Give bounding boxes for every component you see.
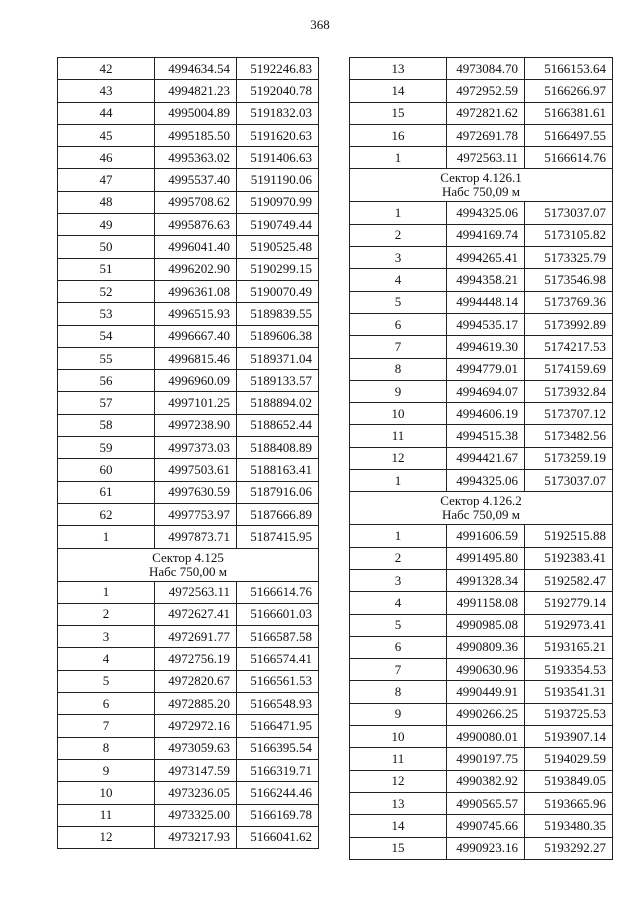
point-number-cell: 2 [350,547,447,569]
table-row [58,648,319,670]
x-coordinate-cell: 4997630.59 [155,481,237,503]
point-number-cell: 2 [58,603,155,625]
y-coordinate-cell: 5166601.03 [237,603,319,625]
y-coordinate-cell: 5190070.49 [237,280,319,302]
sector-title: Сектор 4.126.1 [440,170,522,186]
sector-header [350,492,613,525]
x-coordinate-cell: 4997373.03 [155,437,237,459]
point-number-cell: 56 [58,370,155,392]
y-coordinate-cell: 5166614.76 [525,147,613,169]
x-coordinate-cell: 4972885.20 [155,693,237,715]
x-coordinate-cell: 4995185.50 [155,124,237,146]
y-coordinate-cell: 5193665.96 [525,792,613,814]
table-row [350,770,613,792]
table-row [350,614,613,636]
table-row [58,481,319,503]
table-row [58,737,319,759]
x-coordinate-cell: 4997503.61 [155,459,237,481]
table-row [350,358,613,380]
table-row [58,258,319,280]
table-row [58,280,319,302]
x-coordinate-cell: 4991495.80 [447,547,525,569]
table-row [58,347,319,369]
point-number-cell: 10 [350,726,447,748]
y-coordinate-cell: 5166471.95 [237,715,319,737]
y-coordinate-cell: 5173105.82 [525,224,613,246]
table-row [350,291,613,313]
x-coordinate-cell: 4994515.38 [447,425,525,447]
sector-header-row [350,492,613,525]
table-row [58,102,319,124]
table-row [58,214,319,236]
y-coordinate-cell: 5190299.15 [237,258,319,280]
table-row [58,626,319,648]
point-number-cell: 11 [350,425,447,447]
point-number-cell: 11 [350,748,447,770]
table-row [350,837,613,859]
x-coordinate-cell: 4995876.63 [155,214,237,236]
point-number-cell: 12 [350,770,447,792]
table-row [350,147,613,169]
point-number-cell: 1 [350,202,447,224]
table-row [58,303,319,325]
point-number-cell: 9 [350,380,447,402]
table-row [350,726,613,748]
table-row [350,547,613,569]
y-coordinate-cell: 5192582.47 [525,569,613,591]
y-coordinate-cell: 5173259.19 [525,447,613,469]
table-row [350,313,613,335]
x-coordinate-cell: 4996515.93 [155,303,237,325]
x-coordinate-cell: 4996202.90 [155,258,237,280]
point-number-cell: 4 [350,269,447,291]
table-row [58,693,319,715]
y-coordinate-cell: 5191406.63 [237,147,319,169]
table-row [350,102,613,124]
point-number-cell: 16 [350,124,447,146]
point-number-cell: 6 [58,693,155,715]
x-coordinate-cell: 4994265.41 [447,247,525,269]
y-coordinate-cell: 5173707.12 [525,403,613,425]
y-coordinate-cell: 5193480.35 [525,815,613,837]
x-coordinate-cell: 4990449.91 [447,681,525,703]
x-coordinate-cell: 4995363.02 [155,147,237,169]
point-number-cell: 46 [58,147,155,169]
table-row [350,569,613,591]
y-coordinate-cell: 5166381.61 [525,102,613,124]
point-number-cell: 13 [350,58,447,80]
y-coordinate-cell: 5187415.95 [237,526,319,548]
point-number-cell: 50 [58,236,155,258]
sector-elevation: Набс 750,00 м [148,563,228,579]
x-coordinate-cell: 4990197.75 [447,748,525,770]
table-row [58,236,319,258]
y-coordinate-cell: 5166614.76 [237,581,319,603]
x-coordinate-cell: 4990080.01 [447,726,525,748]
sector-header-row [350,169,613,202]
table-row [350,681,613,703]
point-number-cell: 3 [350,247,447,269]
y-coordinate-cell: 5191190.06 [237,169,319,191]
y-coordinate-cell: 5188163.41 [237,459,319,481]
coordinates-table-right [349,57,613,860]
x-coordinate-cell: 4973325.00 [155,804,237,826]
point-number-cell: 6 [350,636,447,658]
point-number-cell: 42 [58,58,155,80]
x-coordinate-cell: 4997753.97 [155,503,237,525]
x-coordinate-cell: 4990266.25 [447,703,525,725]
point-number-cell: 14 [350,80,447,102]
x-coordinate-cell: 4994619.30 [447,336,525,358]
table-row [350,592,613,614]
sector-elevation: Набс 750,09 м [441,184,521,200]
x-coordinate-cell: 4994169.74 [447,224,525,246]
table-row [350,202,613,224]
table-row [350,336,613,358]
point-number-cell: 48 [58,191,155,213]
y-coordinate-cell: 5190970.99 [237,191,319,213]
table-row [350,124,613,146]
table-row [58,826,319,848]
point-number-cell: 4 [58,648,155,670]
x-coordinate-cell: 4994634.54 [155,58,237,80]
x-coordinate-cell: 4990809.36 [447,636,525,658]
point-number-cell: 5 [350,291,447,313]
table-row [350,815,613,837]
table-row [350,269,613,291]
y-coordinate-cell: 5173037.07 [525,470,613,492]
y-coordinate-cell: 5188894.02 [237,392,319,414]
x-coordinate-cell: 4996667.40 [155,325,237,347]
x-coordinate-cell: 4990923.16 [447,837,525,859]
x-coordinate-cell: 4994606.19 [447,403,525,425]
point-number-cell: 12 [58,826,155,848]
table-row [58,670,319,692]
y-coordinate-cell: 5189133.57 [237,370,319,392]
point-number-cell: 15 [350,102,447,124]
point-number-cell: 1 [58,581,155,603]
point-number-cell: 1 [350,470,447,492]
page-number: 368 [310,17,330,32]
table-row [58,603,319,625]
x-coordinate-cell: 4994358.21 [447,269,525,291]
table-row [350,247,613,269]
y-coordinate-cell: 5189371.04 [237,347,319,369]
y-coordinate-cell: 5166266.97 [525,80,613,102]
x-coordinate-cell: 4997873.71 [155,526,237,548]
point-number-cell: 1 [350,525,447,547]
table-row [350,748,613,770]
x-coordinate-cell: 4972691.78 [447,124,525,146]
point-number-cell: 53 [58,303,155,325]
x-coordinate-cell: 4996041.40 [155,236,237,258]
x-coordinate-cell: 4990565.57 [447,792,525,814]
point-number-cell: 51 [58,258,155,280]
table-row [350,792,613,814]
table-row [350,525,613,547]
x-coordinate-cell: 4972563.11 [155,581,237,603]
x-coordinate-cell: 4990630.96 [447,659,525,681]
sector-title: Сектор 4.126.2 [440,493,522,509]
y-coordinate-cell: 5166319.71 [237,759,319,781]
table-row [350,659,613,681]
point-number-cell: 10 [58,782,155,804]
table-row [58,147,319,169]
y-coordinate-cell: 5166153.64 [525,58,613,80]
point-number-cell: 61 [58,481,155,503]
x-coordinate-cell: 4994821.23 [155,80,237,102]
x-coordinate-cell: 4990382.92 [447,770,525,792]
table-row [350,58,613,80]
point-number-cell: 6 [350,313,447,335]
point-number-cell: 14 [350,815,447,837]
sector-header [350,169,613,202]
y-coordinate-cell: 5193541.31 [525,681,613,703]
point-number-cell: 4 [350,592,447,614]
y-coordinate-cell: 5189839.55 [237,303,319,325]
point-number-cell: 3 [58,626,155,648]
y-coordinate-cell: 5187666.89 [237,503,319,525]
x-coordinate-cell: 4972563.11 [447,147,525,169]
table-row [58,459,319,481]
x-coordinate-cell: 4994779.01 [447,358,525,380]
table-row [58,58,319,80]
table-row [58,581,319,603]
table-row [58,191,319,213]
y-coordinate-cell: 5192383.41 [525,547,613,569]
point-number-cell: 59 [58,437,155,459]
table-row [58,503,319,525]
point-number-cell: 47 [58,169,155,191]
y-coordinate-cell: 5173482.56 [525,425,613,447]
x-coordinate-cell: 4994694.07 [447,380,525,402]
point-number-cell: 55 [58,347,155,369]
y-coordinate-cell: 5166169.78 [237,804,319,826]
x-coordinate-cell: 4994421.67 [447,447,525,469]
point-number-cell: 58 [58,414,155,436]
table-row [58,169,319,191]
point-number-cell: 3 [350,569,447,591]
y-coordinate-cell: 5188652.44 [237,414,319,436]
y-coordinate-cell: 5173992.89 [525,313,613,335]
y-coordinate-cell: 5173769.36 [525,291,613,313]
x-coordinate-cell: 4996960.09 [155,370,237,392]
y-coordinate-cell: 5193849.05 [525,770,613,792]
table-row [58,526,319,548]
x-coordinate-cell: 4990745.66 [447,815,525,837]
point-number-cell: 62 [58,503,155,525]
table-row [350,80,613,102]
x-coordinate-cell: 4973084.70 [447,58,525,80]
point-number-cell: 9 [58,759,155,781]
table-row [58,804,319,826]
point-number-cell: 13 [350,792,447,814]
table-row [350,703,613,725]
point-number-cell: 9 [350,703,447,725]
table-row [58,392,319,414]
table-row [58,782,319,804]
x-coordinate-cell: 4973236.05 [155,782,237,804]
point-number-cell: 54 [58,325,155,347]
x-coordinate-cell: 4972627.41 [155,603,237,625]
sector-elevation: Набс 750,09 м [441,507,521,523]
x-coordinate-cell: 4994325.06 [447,470,525,492]
y-coordinate-cell: 5190525.48 [237,236,319,258]
x-coordinate-cell: 4973217.93 [155,826,237,848]
y-coordinate-cell: 5166574.41 [237,648,319,670]
x-coordinate-cell: 4995004.89 [155,102,237,124]
x-coordinate-cell: 4972952.59 [447,80,525,102]
y-coordinate-cell: 5194029.59 [525,748,613,770]
point-number-cell: 5 [350,614,447,636]
point-number-cell: 7 [350,659,447,681]
point-number-cell: 44 [58,102,155,124]
sector-title: Сектор 4.125 [152,549,224,565]
point-number-cell: 45 [58,124,155,146]
sector-header-row [58,548,319,581]
y-coordinate-cell: 5193165.21 [525,636,613,658]
x-coordinate-cell: 4972756.19 [155,648,237,670]
y-coordinate-cell: 5166587.58 [237,626,319,648]
point-number-cell: 60 [58,459,155,481]
point-number-cell: 8 [350,358,447,380]
y-coordinate-cell: 5191620.63 [237,124,319,146]
y-coordinate-cell: 5166244.46 [237,782,319,804]
table-row [350,380,613,402]
x-coordinate-cell: 4996815.46 [155,347,237,369]
y-coordinate-cell: 5166395.54 [237,737,319,759]
table-row [350,470,613,492]
point-number-cell: 52 [58,280,155,302]
x-coordinate-cell: 4972691.77 [155,626,237,648]
y-coordinate-cell: 5193725.53 [525,703,613,725]
y-coordinate-cell: 5193292.27 [525,837,613,859]
y-coordinate-cell: 5192779.14 [525,592,613,614]
point-number-cell: 7 [58,715,155,737]
y-coordinate-cell: 5192515.88 [525,525,613,547]
table-row [350,447,613,469]
y-coordinate-cell: 5166041.62 [237,826,319,848]
x-coordinate-cell: 4972821.62 [447,102,525,124]
point-number-cell: 57 [58,392,155,414]
y-coordinate-cell: 5190749.44 [237,214,319,236]
point-number-cell: 43 [58,80,155,102]
y-coordinate-cell: 5189606.38 [237,325,319,347]
y-coordinate-cell: 5192973.41 [525,614,613,636]
y-coordinate-cell: 5173037.07 [525,202,613,224]
table-row [58,370,319,392]
point-number-cell: 15 [350,837,447,859]
x-coordinate-cell: 4991606.59 [447,525,525,547]
y-coordinate-cell: 5173546.98 [525,269,613,291]
point-number-cell: 7 [350,336,447,358]
y-coordinate-cell: 5193907.14 [525,726,613,748]
table-row [58,325,319,347]
coordinates-table-left [57,57,319,849]
sector-header [58,548,319,581]
y-coordinate-cell: 5192040.78 [237,80,319,102]
x-coordinate-cell: 4991158.08 [447,592,525,614]
point-number-cell: 10 [350,403,447,425]
y-coordinate-cell: 5174217.53 [525,336,613,358]
y-coordinate-cell: 5173325.79 [525,247,613,269]
table-row [350,224,613,246]
y-coordinate-cell: 5174159.69 [525,358,613,380]
y-coordinate-cell: 5173932.84 [525,380,613,402]
point-number-cell: 2 [350,224,447,246]
table-row [58,124,319,146]
point-number-cell: 8 [58,737,155,759]
x-coordinate-cell: 4997238.90 [155,414,237,436]
x-coordinate-cell: 4995537.40 [155,169,237,191]
y-coordinate-cell: 5193354.53 [525,659,613,681]
table-row [58,80,319,102]
x-coordinate-cell: 4994325.06 [447,202,525,224]
y-coordinate-cell: 5166548.93 [237,693,319,715]
table-row [350,636,613,658]
point-number-cell: 8 [350,681,447,703]
y-coordinate-cell: 5191832.03 [237,102,319,124]
table-row [58,414,319,436]
x-coordinate-cell: 4973059.63 [155,737,237,759]
x-coordinate-cell: 4973147.59 [155,759,237,781]
y-coordinate-cell: 5166561.53 [237,670,319,692]
table-row [350,425,613,447]
y-coordinate-cell: 5166497.55 [525,124,613,146]
x-coordinate-cell: 4972820.67 [155,670,237,692]
point-number-cell: 49 [58,214,155,236]
y-coordinate-cell: 5187916.06 [237,481,319,503]
point-number-cell: 11 [58,804,155,826]
table-row [58,759,319,781]
x-coordinate-cell: 4994535.17 [447,313,525,335]
x-coordinate-cell: 4995708.62 [155,191,237,213]
point-number-cell: 1 [58,526,155,548]
point-number-cell: 5 [58,670,155,692]
x-coordinate-cell: 4997101.25 [155,392,237,414]
x-coordinate-cell: 4991328.34 [447,569,525,591]
table-row [58,715,319,737]
table-row [58,437,319,459]
y-coordinate-cell: 5192246.83 [237,58,319,80]
y-coordinate-cell: 5188408.89 [237,437,319,459]
point-number-cell: 1 [350,147,447,169]
x-coordinate-cell: 4996361.08 [155,280,237,302]
x-coordinate-cell: 4990985.08 [447,614,525,636]
table-row [350,403,613,425]
x-coordinate-cell: 4994448.14 [447,291,525,313]
x-coordinate-cell: 4972972.16 [155,715,237,737]
point-number-cell: 12 [350,447,447,469]
